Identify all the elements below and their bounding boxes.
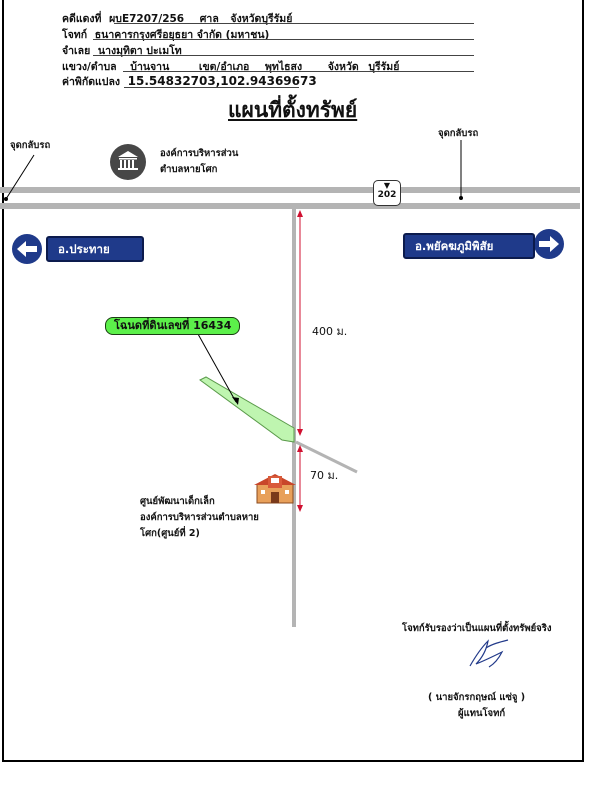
certifier-role: ผู้แทนโจทก์ [458, 708, 506, 719]
distance-70-bottom-arrow [297, 505, 303, 512]
plaintiff-name: ธนาคารกรุงศรีอยุธยา จำกัด (มหาชน) [94, 29, 270, 41]
nav-right-box: อ.พยัคฆภูมิพิสัย [403, 233, 535, 259]
province-label: จังหวัด [327, 61, 359, 73]
highway-badge [373, 180, 401, 206]
map-title: แผนที่ตั้งทรัพย์ [228, 98, 358, 122]
district-name: พุทไธสง [265, 61, 303, 73]
center-label-line2: องค์การบริหารส่วนตำบลหาย [140, 512, 259, 523]
highway-shield-icon: ▼ [383, 181, 391, 190]
court-name: จังหวัดบุรีรัมย์ [230, 13, 293, 25]
school-icon [254, 474, 296, 503]
distance-400-bottom-arrow [297, 429, 303, 436]
subdistrict-label: แขวง/ตำบล [62, 61, 117, 73]
parcel-label: โฉนดที่ดินเลขที่ 16434 [105, 317, 240, 335]
case-number: ผบE7207/256 [109, 13, 185, 25]
side-road [292, 209, 296, 627]
road-upper-lane [0, 187, 580, 193]
land-parcel [200, 377, 294, 442]
center-label-line3: โศก(ศูนย์ที่ 2) [140, 528, 200, 539]
distance-400-label: 400 ม. [312, 325, 348, 338]
road-lower-lane [0, 203, 580, 209]
uturn-right-dot [459, 196, 463, 200]
plaintiff-label: โจทก์ [62, 29, 88, 41]
signature-mark [470, 640, 508, 667]
office-label-line1: องค์การบริหารส่วน [160, 148, 239, 159]
nav-left-box: อ.ประทาย [46, 236, 144, 262]
highway-number: 202 [377, 190, 397, 200]
defendant-label: จำเลย [62, 45, 91, 57]
certification-statement: โจทก์รับรองว่าเป็นแผนที่ตั้งทรัพย์จริง [402, 623, 552, 634]
defendant-name: นางมุทิตา ปะเมโท [97, 45, 182, 57]
uturn-right-label: จุดกลับรถ [438, 128, 479, 139]
distance-400-top-arrow [297, 210, 303, 217]
office-label-line2: ตำบลหายโศก [160, 164, 218, 175]
uturn-left-label: จุดกลับรถ [10, 140, 51, 151]
coord-label: ค่าพิกัดแปลง [62, 76, 121, 88]
province-name: บุรีรัมย์ [368, 61, 400, 73]
uturn-left-dot [4, 197, 8, 201]
certifier-name: ( นายจักรกฤษณ์ แซ่จู ) [428, 692, 526, 703]
district-label: เขต/อำเภอ [198, 61, 250, 73]
case-label: คดีแดงที่ [62, 13, 102, 25]
court-label: ศาล [199, 13, 219, 25]
subdistrict-name: บ้านจาน [130, 61, 170, 73]
coord-value: 15.54832703,102.94369673 [127, 74, 317, 88]
center-label-line1: ศูนย์พัฒนาเด็กเล็ก [140, 496, 215, 507]
distance-70-label: 70 ม. [310, 469, 339, 482]
